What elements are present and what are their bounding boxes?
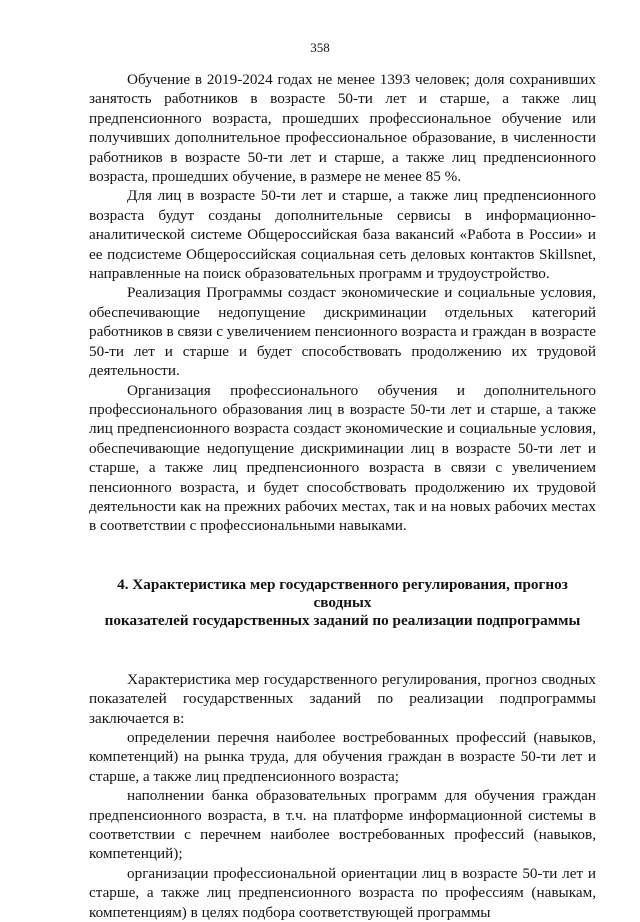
- document-body: [89, 70, 596, 922]
- paragraph-program-implementation: Реализация Программы создаст экономические и социальные условия, обеспечивающие недопущение дискриминации отдельных категорий работников в связи с увеличением пенсионного возраста и граждан в возрасте 50-ти лет и старше и будет способствовать продолжению их трудовой деятельности.: [89, 284, 596, 380]
- page-number: 358: [310, 40, 330, 55]
- paragraph-information-services: Для лиц в возрасте 50-ти лет и старше, а также лиц предпенсионного возраста будут созданы дополнительные сервисы в информационно-аналитической системе Общероссийская база вакансий «Работа в России» и ее подсистеме Общероссийская социальная сеть деловых контактов Skillsnet, направленные на поиск образовательных программ и трудоустройство.: [89, 187, 596, 283]
- section-heading: [89, 576, 596, 630]
- paragraph-training-targets: Обучение в 2019-2024 годах не менее 1393 человек; доля сохранивших занятость работников в возрасте 50-ти лет и старше, а также лиц предпенсионного возраста, прошедших профессиональное обучение или получивших дополнительное профессиональное образование, в численности работников в возрасте 50-ти лет и старше, а также лиц предпенсионного возраста, прошедших обучение, в размере не менее 85 %.: [89, 71, 596, 186]
- paragraph-training-organization: Организация профессионального обучения и дополнительного профессионального образования лиц в возрасте 50-ти лет и старше, а также лиц предпенсионного возраста создаст экономические и социальные условия, обеспечивающие недопущение дискриминации лиц в возрасте 50-ти лет и старше, а также лиц предпенсионного возраста в связи с увеличением пенсионного возраста, и будет способствовать продолжению их трудовой деятельности как на прежних рабочих местах, так и на новых рабочих местах в соответствии с профессиональными навыками.: [89, 381, 596, 535]
- paragraph-programs-bank: наполнении банка образовательных программ для обучения граждан предпенсионного возраста, в т.ч. на платформе информационной системы в соответствии с перечнем наиболее востребованных профессий (навыков, компетенций);: [89, 787, 596, 863]
- section-heading-line-2: показателей государственных заданий по реализации подпрограммы: [104, 611, 581, 629]
- paragraph-measures-intro: Характеристика мер государственного регулирования, прогноз сводных показателей государственных заданий по реализации подпрограммы заключается в:: [89, 670, 596, 727]
- paragraph-professions-list: определении перечня наиболее востребованных профессий (навыков, компетенций) на рынка труда, для обучения граждан в возрасте 50-ти лет и старше, а также лиц предпенсионного возраста;: [89, 728, 596, 785]
- paragraph-career-guidance: организации профессиональной ориентации лиц в возрасте 50-ти лет и старше, а также лиц предпенсионного возраста по профессиям (навыкам, компетенциям) в целях подбора соответствующей программы: [89, 864, 596, 921]
- section-heading-line-1: 4. Характеристика мер государственного регулирования, прогноз сводных: [117, 575, 568, 611]
